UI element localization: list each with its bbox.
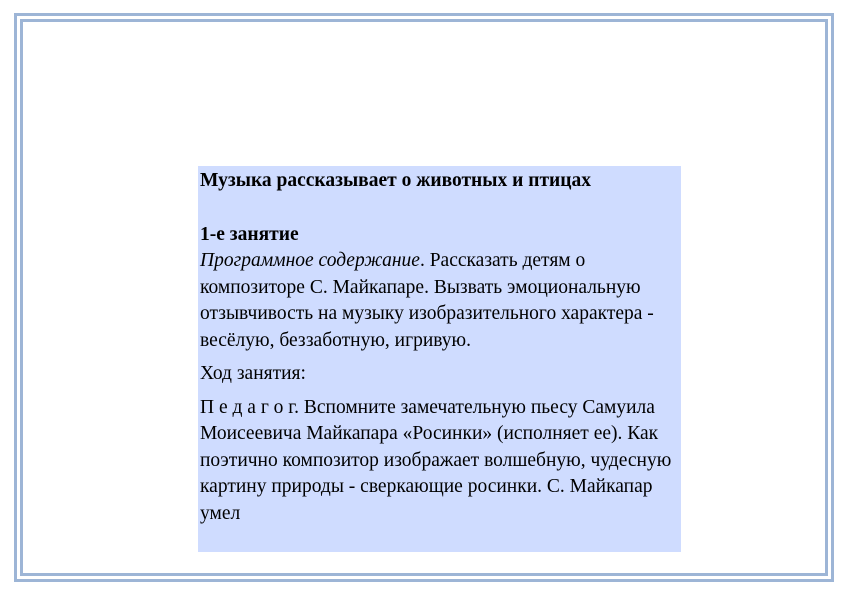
course-label: Ход занятия: [200,363,306,384]
blank-line [200,195,681,222]
program-paragraph [200,248,681,354]
teacher-paragraph: П е д а г о г. Вспомните замечательную пьесу Самуила Моисеевича Майкапара «Росинки» (исполняет ее). Как поэтично композитор изображает волшебную, чудесную картину природы - сверкающие росинки. С. Майкапар умел [200,396,672,524]
program-text: . Рассказать детям о композиторе С. Майкапаре. Вызвать эмоциональную отзывчивость на музыку изобразительного характера - весёлую, беззаботную, игривую. [200,250,654,351]
program-label: Программное содержание [200,250,420,271]
text-box [198,166,681,552]
document-title: Музыка рассказывает о животных и птицах [200,170,592,191]
lesson-heading: 1-е занятие [200,223,299,245]
